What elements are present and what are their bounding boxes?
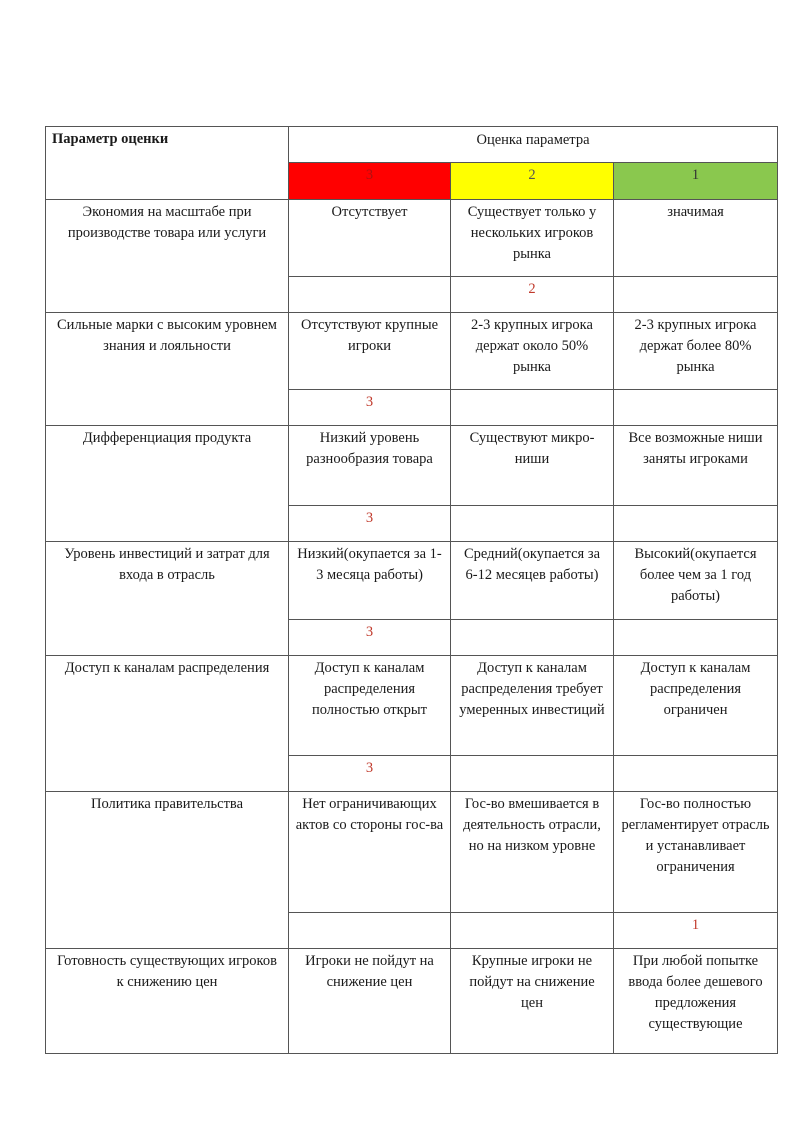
param-column-header: Параметр оценки <box>46 127 289 200</box>
score-2-cell <box>451 506 614 542</box>
table-row <box>46 200 778 277</box>
param-name: Доступ к каналам распределения <box>46 656 289 792</box>
score-2-cell <box>451 913 614 949</box>
level-2-header: 2 <box>451 163 614 200</box>
score-2-cell <box>451 390 614 426</box>
table-row <box>46 949 778 1054</box>
level-2-description: Средний(окупается за 6-12 месяцев работы) <box>451 542 614 620</box>
header-row <box>46 127 778 163</box>
level-3-description: Отсутствует <box>289 200 451 277</box>
score-1-cell <box>614 756 778 792</box>
score-3-cell <box>289 913 451 949</box>
level-3-description: Нет ограничивающих актов со стороны гос-ва <box>289 792 451 913</box>
table-row <box>46 313 778 390</box>
score-3-cell: 3 <box>289 390 451 426</box>
param-name: Сильные марки с высоким уровнем знания и лояльности <box>46 313 289 426</box>
level-2-description: Существуют микро-ниши <box>451 426 614 506</box>
score-2-cell <box>451 756 614 792</box>
level-1-description: Гос-во полностью регламентирует отрасль и устанавливает ограничения <box>614 792 778 913</box>
level-1-description: Доступ к каналам распределения ограничен <box>614 656 778 756</box>
param-name: Экономия на масштабе при производстве товара или услуги <box>46 200 289 313</box>
level-3-description: Низкий(окупается за 1-3 месяца работы) <box>289 542 451 620</box>
level-3-header: 3 <box>289 163 451 200</box>
score-1-cell: 1 <box>614 913 778 949</box>
evaluation-table <box>45 126 778 1054</box>
level-3-description: Доступ к каналам распределения полностью открыт <box>289 656 451 756</box>
level-3-description: Игроки не пойдут на снижение цен <box>289 949 451 1054</box>
level-2-description: 2-3 крупных игрока держат около 50% рынка <box>451 313 614 390</box>
score-2-cell <box>451 620 614 656</box>
score-3-cell: 3 <box>289 506 451 542</box>
level-2-description: Гос-во вмешивается в деятельность отрасли, но на низком уровне <box>451 792 614 913</box>
score-2-cell: 2 <box>451 277 614 313</box>
level-1-description: 2-3 крупных игрока держат более 80% рынка <box>614 313 778 390</box>
score-3-cell: 3 <box>289 756 451 792</box>
score-1-cell <box>614 390 778 426</box>
param-name: Дифференциация продукта <box>46 426 289 542</box>
level-2-description: Существует только у нескольких игроков рынка <box>451 200 614 277</box>
level-1-description: значимая <box>614 200 778 277</box>
score-3-cell <box>289 277 451 313</box>
level-1-description: Все возможные ниши заняты игроками <box>614 426 778 506</box>
level-1-description: При любой попытке ввода более дешевого предложения существующие <box>614 949 778 1054</box>
table-row <box>46 656 778 756</box>
level-1-description: Высокий(окупается более чем за 1 год работы) <box>614 542 778 620</box>
evaluation-header: Оценка параметра <box>289 127 778 163</box>
level-3-description: Низкий уровень разнообразия товара <box>289 426 451 506</box>
level-2-description: Доступ к каналам распределения требует умеренных инвестиций <box>451 656 614 756</box>
table-row <box>46 542 778 620</box>
param-name: Готовность существующих игроков к снижению цен <box>46 949 289 1054</box>
table-row <box>46 792 778 913</box>
score-1-cell <box>614 506 778 542</box>
param-name: Политика правительства <box>46 792 289 949</box>
score-1-cell <box>614 277 778 313</box>
level-2-description: Крупные игроки не пойдут на снижение цен <box>451 949 614 1054</box>
level-1-header: 1 <box>614 163 778 200</box>
score-1-cell <box>614 620 778 656</box>
level-3-description: Отсутствуют крупные игроки <box>289 313 451 390</box>
score-3-cell: 3 <box>289 620 451 656</box>
param-name: Уровень инвестиций и затрат для входа в отрасль <box>46 542 289 656</box>
table-row <box>46 426 778 506</box>
